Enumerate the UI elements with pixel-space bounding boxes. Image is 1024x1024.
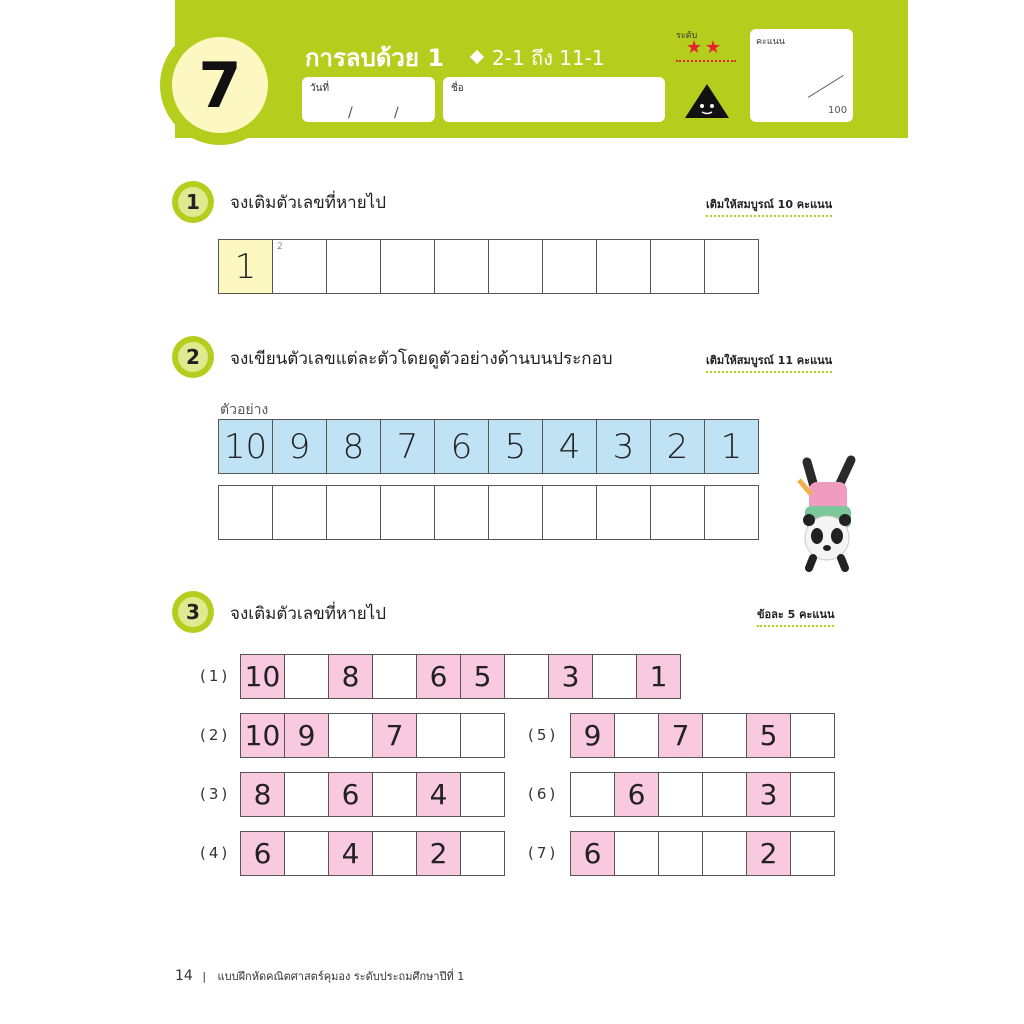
page-footer [175, 967, 464, 985]
given-cell: 10 [240, 713, 285, 758]
answer-cell[interactable] [326, 485, 381, 540]
answer-cell[interactable] [704, 239, 759, 294]
question-label: (4) [200, 844, 231, 862]
answer-cell[interactable] [460, 713, 505, 758]
section-1-grid [218, 239, 759, 294]
section-2-score: เติมให้สมบูรณ์ 11 คะแนน [706, 351, 832, 373]
name-label: ชื่อ [451, 83, 464, 94]
answer-cell[interactable] [434, 239, 489, 294]
section-3-number: 3 [178, 597, 208, 627]
example-grid [218, 419, 759, 474]
example-cell: 6 [434, 419, 489, 474]
star-icon: ★ [686, 37, 703, 58]
answer-cell[interactable] [272, 239, 327, 294]
example-cell: 5 [488, 419, 543, 474]
given-cell: 5 [746, 713, 791, 758]
given-cell: 10 [240, 654, 285, 699]
given-cell: 6 [328, 772, 373, 817]
section-2-number: 2 [178, 342, 208, 372]
worksheet-range: 2-1 ถึง 11-1 [492, 46, 605, 70]
question-6-grid [570, 772, 835, 817]
given-cell: 4 [416, 772, 461, 817]
question-1-grid [240, 654, 681, 699]
answer-cell[interactable] [380, 485, 435, 540]
question-4-grid [240, 831, 505, 876]
given-cell: 4 [328, 831, 373, 876]
given-cell: 6 [240, 831, 285, 876]
triangle-mascot-icon [683, 82, 731, 120]
date-slash: / [348, 105, 353, 121]
answer-cell[interactable] [416, 713, 461, 758]
section-3-title: จงเติมตัวเลขที่หายไป [230, 604, 387, 624]
given-cell: 7 [658, 713, 703, 758]
given-cell: 3 [548, 654, 593, 699]
answer-cell[interactable] [658, 831, 703, 876]
date-field[interactable] [302, 77, 435, 122]
answer-cell[interactable] [542, 239, 597, 294]
answer-cell[interactable] [460, 831, 505, 876]
date-slash: / [394, 105, 399, 121]
given-cell: 6 [614, 772, 659, 817]
answer-cell[interactable] [372, 654, 417, 699]
example-cell: 10 [218, 419, 273, 474]
answer-cell[interactable] [542, 485, 597, 540]
star-icon: ★ [705, 37, 722, 58]
answer-cell[interactable] [372, 831, 417, 876]
answer-cell[interactable] [372, 772, 417, 817]
question-2-grid [240, 713, 505, 758]
answer-cell[interactable] [790, 831, 835, 876]
question-5-grid [570, 713, 835, 758]
answer-cell[interactable] [284, 772, 329, 817]
name-field[interactable] [443, 77, 665, 122]
date-label: วันที่ [310, 83, 330, 94]
given-cell: 9 [284, 713, 329, 758]
given-cell: 9 [570, 713, 615, 758]
given-cell: 8 [328, 654, 373, 699]
answer-cell[interactable] [218, 485, 273, 540]
answer-cell[interactable] [702, 831, 747, 876]
given-cell: 7 [372, 713, 417, 758]
answer-cell[interactable] [614, 713, 659, 758]
answer-cell: 1 [218, 239, 273, 294]
section-1-score: เติมให้สมบูรณ์ 10 คะแนน [706, 195, 832, 217]
score-label: คะแนน [756, 37, 785, 47]
example-cell: 1 [704, 419, 759, 474]
question-label: (1) [200, 667, 231, 685]
answer-cell[interactable] [702, 713, 747, 758]
answer-cell[interactable] [504, 654, 549, 699]
score-box[interactable] [750, 29, 853, 122]
question-label: (2) [200, 726, 231, 744]
question-label: (3) [200, 785, 231, 803]
given-cell: 2 [746, 831, 791, 876]
page-number-badge: 7 [172, 37, 268, 133]
answer-cell[interactable] [702, 772, 747, 817]
section-1-title: จงเติมตัวเลขที่หายไป [230, 193, 387, 213]
level-underline [676, 60, 736, 62]
answer-cell[interactable] [380, 239, 435, 294]
section-1-number: 1 [178, 187, 208, 217]
question-label: (6) [528, 785, 559, 803]
given-cell: 6 [416, 654, 461, 699]
level-label: ระดับ [676, 31, 698, 41]
hint-number: 2 [277, 242, 283, 252]
answer-cell[interactable] [790, 713, 835, 758]
given-cell: 8 [240, 772, 285, 817]
given-cell: 3 [746, 772, 791, 817]
example-cell: 7 [380, 419, 435, 474]
given-cell: 6 [570, 831, 615, 876]
given-cell: 2 [416, 831, 461, 876]
answer-cell[interactable] [704, 485, 759, 540]
question-3-grid [240, 772, 505, 817]
answer-cell[interactable] [272, 485, 327, 540]
answer-cell[interactable] [284, 831, 329, 876]
example-cell: 3 [596, 419, 651, 474]
panda-handstand-illustration [785, 450, 865, 572]
score-slash [808, 75, 844, 98]
example-cell: 9 [272, 419, 327, 474]
answer-cell[interactable] [650, 239, 705, 294]
footer-separator: | [202, 970, 207, 983]
example-label: ตัวอย่าง [220, 402, 269, 418]
example-cell: 4 [542, 419, 597, 474]
given-cell: 1 [636, 654, 681, 699]
answer-cell[interactable] [790, 772, 835, 817]
answer-cell[interactable] [434, 485, 489, 540]
answer-cell[interactable] [592, 654, 637, 699]
question-7-grid [570, 831, 835, 876]
answer-cell[interactable] [460, 772, 505, 817]
answer-cell[interactable] [488, 239, 543, 294]
answer-cell[interactable] [326, 239, 381, 294]
answer-cell[interactable] [488, 485, 543, 540]
answer-cell[interactable] [614, 831, 659, 876]
answer-cell[interactable] [658, 772, 703, 817]
question-label: (5) [528, 726, 559, 744]
answer-cell[interactable] [284, 654, 329, 699]
footer-page-number: 14 [175, 968, 193, 984]
answer-cell[interactable] [328, 713, 373, 758]
given-cell: 5 [460, 654, 505, 699]
answer-cell[interactable] [596, 239, 651, 294]
score-max: 100 [828, 105, 848, 116]
answer-cell[interactable] [570, 772, 615, 817]
footer-book-title: แบบฝึกหัดคณิตศาสตร์คุมอง ระดับประถมศึกษาปีที่ 1 [217, 970, 465, 983]
answer-cell[interactable] [650, 485, 705, 540]
example-cell: 8 [326, 419, 381, 474]
question-label: (7) [528, 844, 559, 862]
example-cell: 2 [650, 419, 705, 474]
section-2-title: จงเขียนตัวเลขแต่ละตัวโดยดูตัวอย่างด้านบนประกอบ [230, 349, 613, 369]
section-2-answer-grid [218, 485, 759, 540]
section-3-score: ข้อละ 5 คะแนน [757, 605, 834, 627]
answer-cell[interactable] [596, 485, 651, 540]
worksheet-title: การลบด้วย 1 [305, 44, 445, 72]
